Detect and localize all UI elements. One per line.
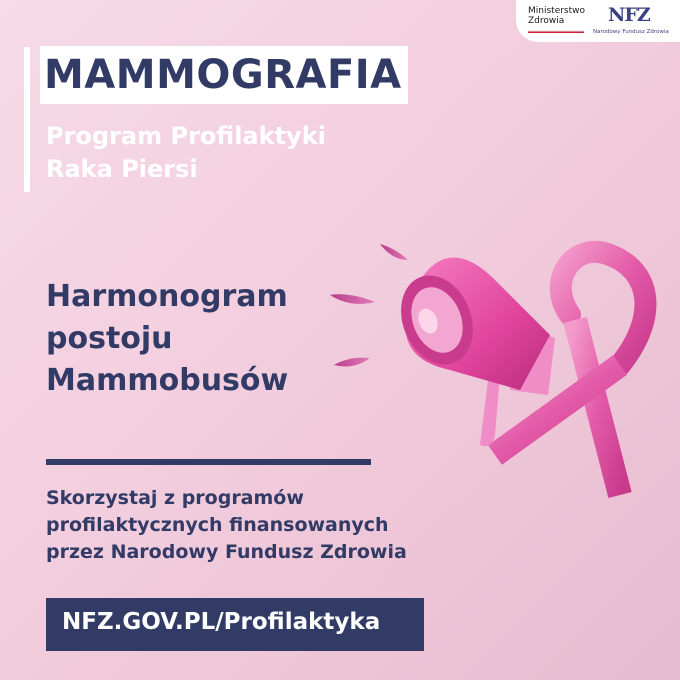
section-divider bbox=[46, 459, 371, 465]
page-title: MAMMOGRAFIA bbox=[44, 52, 402, 98]
ministry-logo bbox=[528, 6, 585, 26]
subtitle-line1: Program Profilaktyki bbox=[46, 122, 326, 150]
heading-line3: Mammobusów bbox=[46, 363, 289, 398]
profilaktyka-link[interactable]: NFZ.GOV.PL/Profilaktyka bbox=[62, 609, 381, 635]
program-subtitle bbox=[46, 120, 326, 186]
nfz-logo-caption: Narodowy Fundusz Zdrowia bbox=[593, 29, 669, 35]
logo-bar bbox=[516, 0, 680, 42]
subtitle-line2: Raka Piersi bbox=[46, 155, 198, 183]
accent-bar bbox=[24, 47, 30, 192]
heading-line1: Harmonogram bbox=[46, 279, 288, 314]
info-line1: Skorzystaj z programów bbox=[46, 487, 304, 509]
flag-stripe-icon bbox=[528, 30, 584, 33]
ministry-logo-line2: Zdrowia bbox=[528, 16, 565, 26]
nfz-logo: NFZ bbox=[608, 4, 650, 26]
sound-drops-icon bbox=[330, 244, 408, 366]
megaphone-ribbon-illustration bbox=[320, 220, 665, 530]
info-line2: profilaktycznych finansowanych bbox=[46, 514, 389, 536]
info-text bbox=[46, 485, 407, 566]
heading-line2: postoju bbox=[46, 321, 173, 356]
schedule-heading bbox=[46, 276, 288, 402]
ministry-logo-line1: Ministerstwo bbox=[528, 6, 586, 16]
info-line3: przez Narodowy Fundusz Zdrowia bbox=[46, 541, 407, 563]
